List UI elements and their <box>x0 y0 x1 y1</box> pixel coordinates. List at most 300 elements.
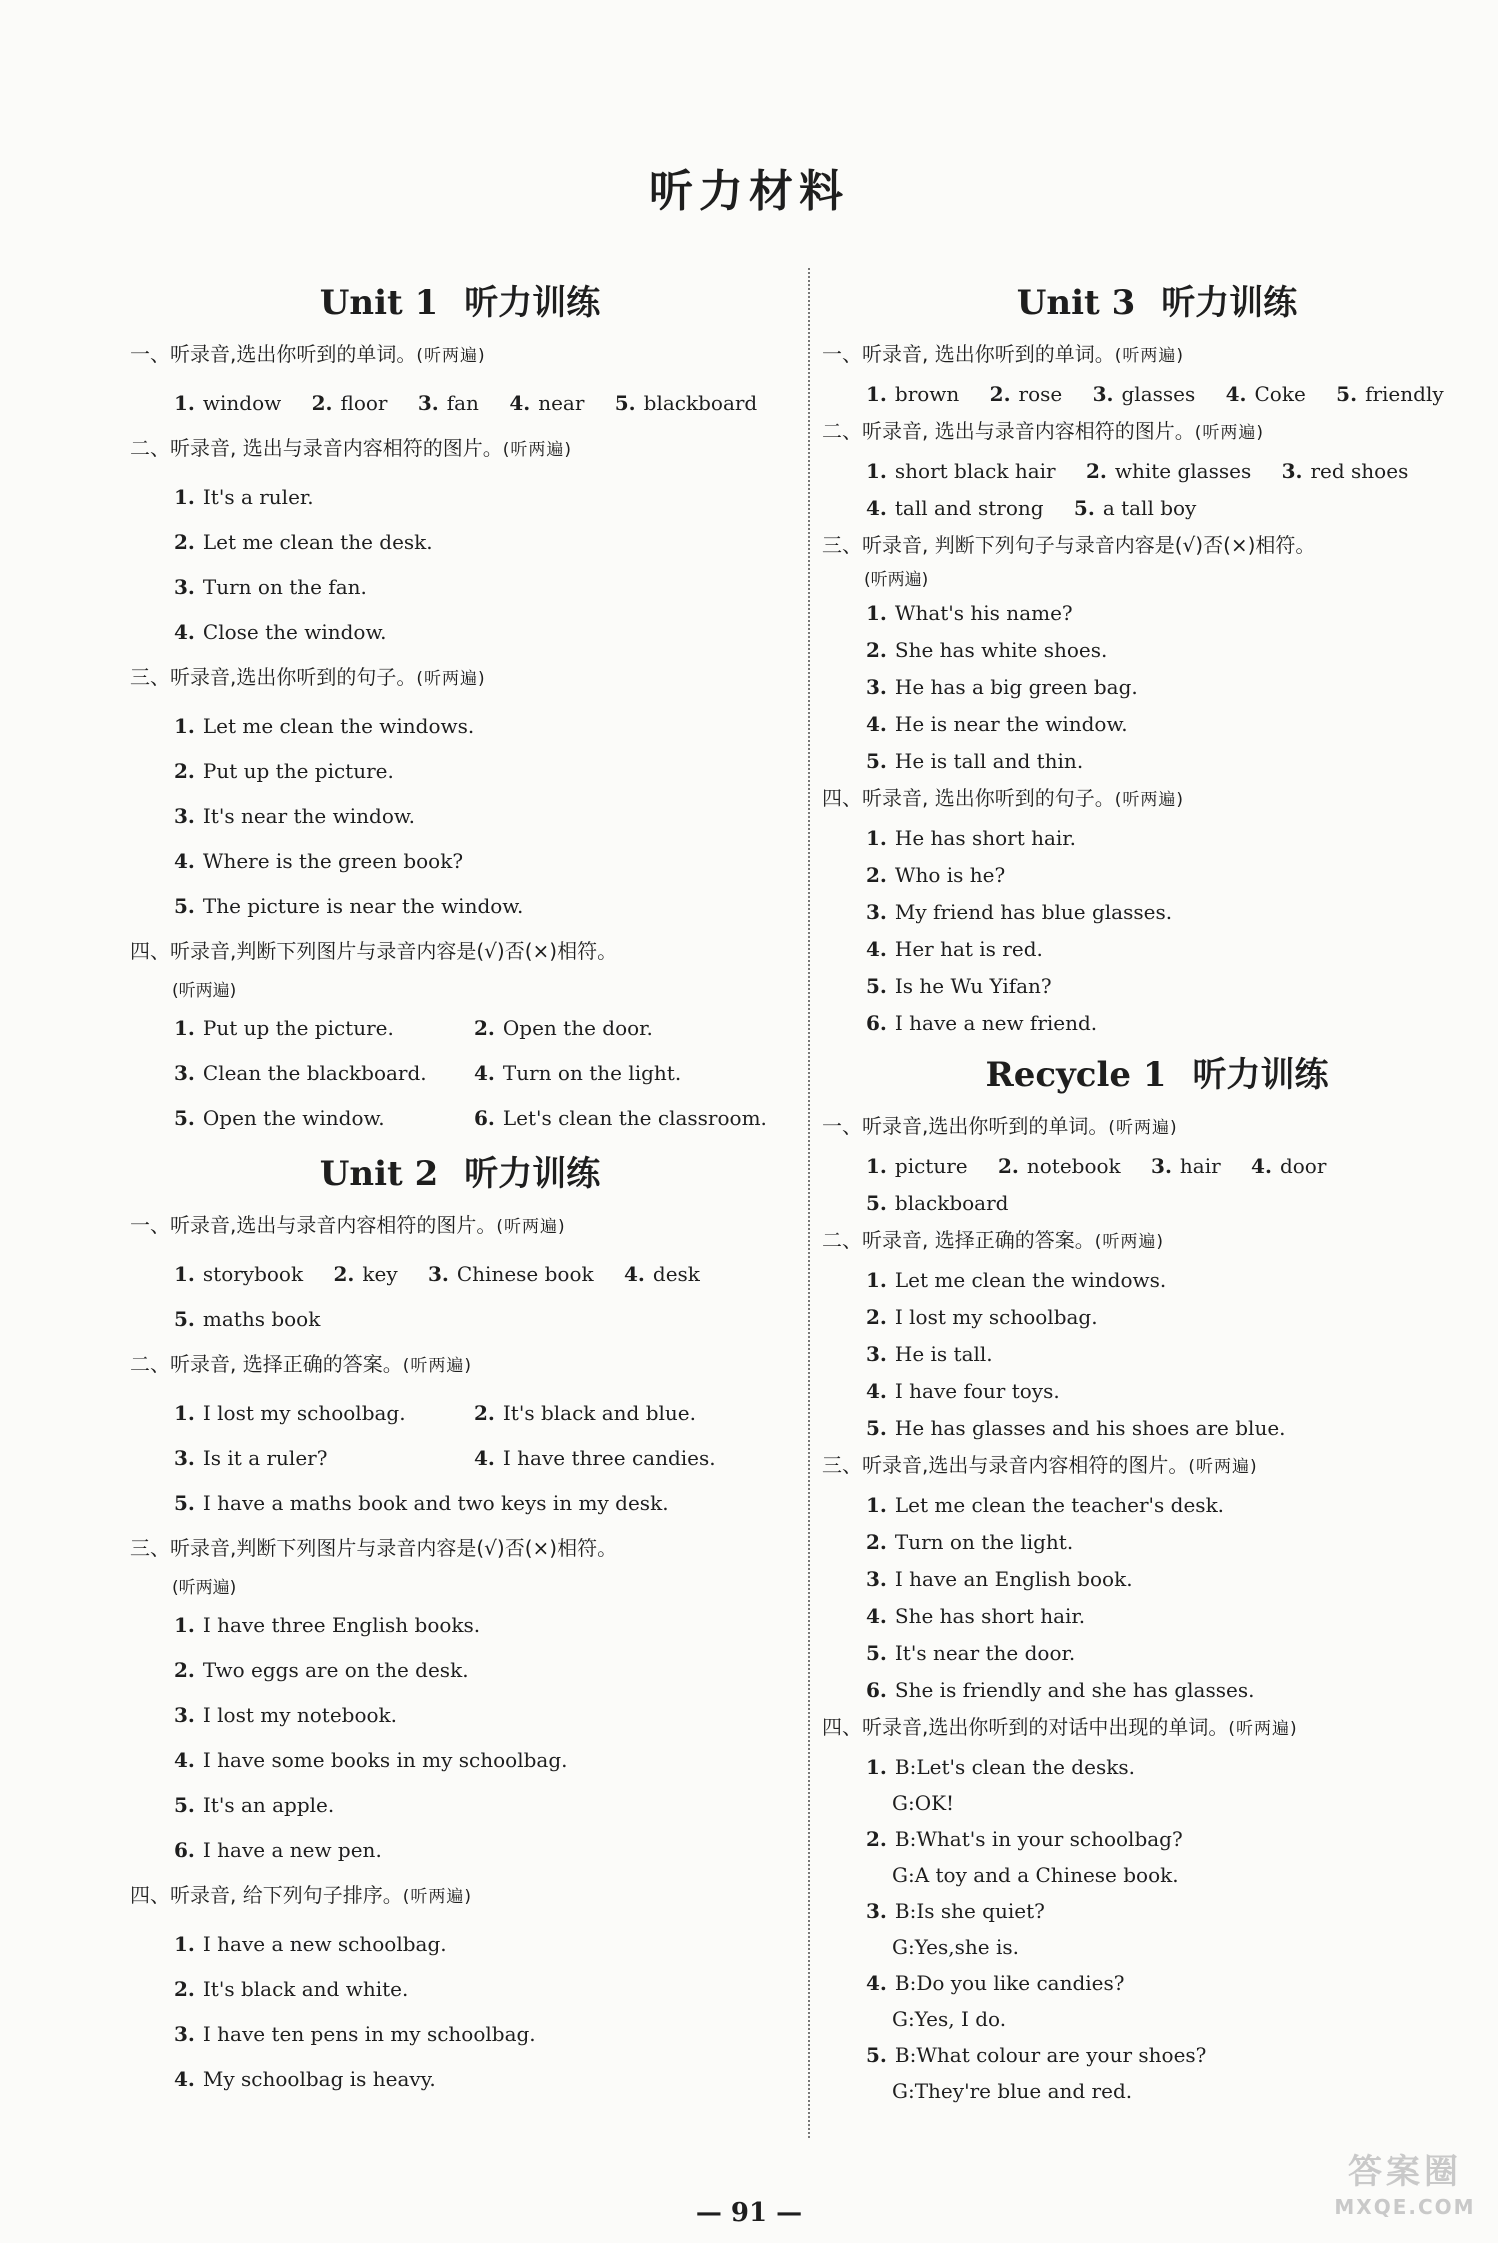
item-number: 4. <box>174 1748 195 1772</box>
item-number: 2. <box>997 1154 1019 1178</box>
dialog-line-g: G:A toy and a Chinese book. <box>892 1863 1179 1887</box>
unit3-q2-note: (听两遍) <box>1194 423 1264 443</box>
item-number: 1. <box>866 1268 887 1292</box>
item-number: 3. <box>866 900 887 924</box>
item-text: Let me clean the teacher's desk. <box>894 1493 1225 1517</box>
item-number: 1. <box>174 714 195 738</box>
item-number: 4. <box>1225 382 1247 406</box>
item-text: It's near the door. <box>894 1641 1076 1665</box>
list-item <box>822 1185 1492 1222</box>
item-text: It's near the window. <box>202 804 415 828</box>
item-number: 5. <box>866 1191 887 1215</box>
recycle1-heading-cn: 听力训练 <box>1192 1055 1329 1095</box>
item-number: 4. <box>174 849 195 873</box>
item-number: 5. <box>174 1307 195 1331</box>
item-word: floor <box>340 391 388 415</box>
item-number: 1. <box>866 1493 887 1517</box>
unit3-q4-text: 四、听录音, 选出你听到的句子。 <box>822 786 1115 810</box>
item-number: 5. <box>1336 382 1358 406</box>
list-item <box>174 1051 474 1096</box>
item-number: 1. <box>174 1262 195 1286</box>
item-text: I lost my schoolbag. <box>894 1305 1098 1329</box>
list-item <box>130 1922 790 1967</box>
item-text: Let's clean the classroom. <box>502 1106 767 1130</box>
list-item <box>822 743 1492 780</box>
item-number: 2. <box>866 1530 887 1554</box>
item-number: 4. <box>866 1604 887 1628</box>
item-number: 6. <box>866 1678 887 1702</box>
unit2-q4-text: 四、听录音, 给下列句子排序。 <box>130 1883 403 1907</box>
item-word: near <box>538 391 585 415</box>
recycle1-q4-text: 四、听录音,选出你听到的对话中出现的单词。 <box>822 1715 1229 1739</box>
unit1-heading-cn: 听力训练 <box>464 283 601 323</box>
dialog-line-g: G:Yes,she is. <box>892 1935 1019 1959</box>
unit1-q1-text: 一、听录音,选出你听到的单词。 <box>130 342 417 366</box>
item-text: I lost my notebook. <box>202 1703 398 1727</box>
dialog-item <box>822 1965 1492 2037</box>
item-word: glasses <box>1121 382 1196 406</box>
unit3-q2-heading <box>822 415 1492 449</box>
item-number: 4. <box>866 712 887 736</box>
item-number: 4. <box>174 2067 195 2091</box>
item-number: 2. <box>311 391 333 415</box>
item-text: It's an apple. <box>202 1793 335 1817</box>
dialog-b-text: B:Do you like candies? <box>894 1971 1125 1995</box>
item-number: 4. <box>1251 1154 1272 1178</box>
item-word: blackboard <box>643 391 758 415</box>
item-number: 3. <box>174 804 195 828</box>
item-text: He is tall. <box>894 1342 993 1366</box>
list-item <box>822 1262 1492 1299</box>
list-item <box>822 857 1492 894</box>
list-item <box>130 1967 790 2012</box>
item-number: 2. <box>866 863 887 887</box>
list-item <box>130 1297 790 1342</box>
item-number: 1. <box>866 1154 887 1178</box>
item-text: I have a maths book and two keys in my desk. <box>202 1491 669 1515</box>
item-number: 2. <box>174 1658 195 1682</box>
list-item <box>822 1336 1492 1373</box>
list-item <box>822 968 1492 1005</box>
unit3-q3-text: 三、听录音, 判断下列句子与录音内容是(√)否(×)相符。 <box>822 533 1316 557</box>
item-number: 6. <box>174 1838 195 1862</box>
item-text: My schoolbag is heavy. <box>202 2067 436 2091</box>
recycle1-q1-items <box>822 1148 1492 1185</box>
item-number: 5. <box>866 1641 887 1665</box>
list-item <box>130 749 790 794</box>
page-title: 听力材料 <box>649 166 849 217</box>
unit2-heading-en: Unit 2 <box>319 1154 439 1194</box>
item-number: 1. <box>174 1932 195 1956</box>
item-text: I have ten pens in my schoolbag. <box>202 2022 536 2046</box>
item-text: I have some books in my schoolbag. <box>202 1748 568 1772</box>
left-column <box>130 270 790 2102</box>
recycle1-q3-heading <box>822 1449 1492 1483</box>
list-item <box>474 1391 774 1436</box>
item-number: 3. <box>1092 382 1114 406</box>
list-item <box>822 595 1492 632</box>
dialog-line-b <box>866 2037 1492 2073</box>
recycle1-q4-note: (听两遍) <box>1228 1719 1298 1739</box>
list-item <box>474 1006 774 1051</box>
item-number: 1. <box>866 1755 887 1779</box>
item-number: 5. <box>174 1793 195 1817</box>
unit1-q2-note: (听两遍) <box>502 440 572 460</box>
item-number: 4. <box>174 620 195 644</box>
unit3-q2-text: 二、听录音, 选出与录音内容相符的图片。 <box>822 419 1195 443</box>
item-number: 2. <box>474 1016 495 1040</box>
item-number: 4. <box>866 496 887 520</box>
item-number: 5. <box>866 2043 887 2067</box>
item-number: 2. <box>866 1827 887 1851</box>
item-number: 2. <box>174 530 195 554</box>
list-item <box>174 1436 474 1481</box>
unit1-q4-grid <box>130 1006 790 1141</box>
unit1-q4-heading <box>130 935 790 968</box>
item-text: Is he Wu Yifan? <box>894 974 1052 998</box>
item-text: I have an English book. <box>894 1567 1133 1591</box>
item-word: picture <box>894 1154 968 1178</box>
item-word: door <box>1279 1154 1327 1178</box>
unit3-q1-text: 一、听录音, 选出你听到的单词。 <box>822 342 1115 366</box>
list-item <box>130 565 790 610</box>
item-number: 1. <box>174 1613 195 1637</box>
item-number: 3. <box>866 1899 887 1923</box>
item-text: short black hair <box>894 459 1056 483</box>
item-word: hair <box>1179 1154 1221 1178</box>
recycle1-q3-text: 三、听录音,选出与录音内容相符的图片。 <box>822 1453 1189 1477</box>
list-item <box>474 1051 774 1096</box>
unit2-heading <box>130 1149 790 1199</box>
item-number: 6. <box>474 1106 495 1130</box>
unit2-q3-text: 三、听录音,判断下列图片与录音内容是(√)否(×)相符。 <box>130 1536 618 1560</box>
list-item <box>822 1005 1492 1042</box>
item-number: 1. <box>174 485 195 509</box>
item-text: She has white shoes. <box>894 638 1108 662</box>
unit1-q1-heading <box>130 338 790 373</box>
item-text: Turn on the light. <box>502 1061 682 1085</box>
list-item <box>822 669 1492 706</box>
item-text: He has a big green bag. <box>894 675 1138 699</box>
recycle1-q3-note: (听两遍) <box>1188 1457 1258 1477</box>
recycle1-heading <box>822 1050 1492 1100</box>
unit2-q2-grid <box>130 1391 790 1481</box>
unit1-heading <box>130 278 790 328</box>
item-text: Put up the picture. <box>202 759 394 783</box>
item-number: 1. <box>866 826 887 850</box>
unit1-q4-note: (听两遍) <box>172 981 237 1001</box>
unit3-q2-row <box>822 453 1492 490</box>
dialog-b-text: B:Is she quiet? <box>894 1899 1045 1923</box>
watermark-bottom: MXQE.COM <box>1334 2195 1476 2219</box>
column-divider <box>808 268 810 2138</box>
item-text: He has glasses and his shoes are blue. <box>894 1416 1286 1440</box>
item-word: key <box>362 1262 398 1286</box>
item-text: She is friendly and she has glasses. <box>894 1678 1255 1702</box>
unit1-q3-heading <box>130 661 790 696</box>
item-text: I have three English books. <box>202 1613 481 1637</box>
item-number: 4. <box>509 391 531 415</box>
unit3-q1-items <box>822 376 1492 413</box>
item-text: I lost my schoolbag. <box>202 1401 406 1425</box>
item-word: window <box>202 391 282 415</box>
unit2-q2-note: (听两遍) <box>402 1356 472 1376</box>
list-item <box>130 1693 790 1738</box>
page-number: — 91 — <box>695 2198 803 2228</box>
item-word: Coke <box>1254 382 1306 406</box>
unit2-q1-items <box>130 1252 790 1297</box>
item-text: red shoes <box>1310 459 1409 483</box>
list-item <box>822 894 1492 931</box>
item-text: Who is he? <box>894 863 1006 887</box>
item-number: 1. <box>174 1016 195 1040</box>
item-number: 3. <box>866 1342 887 1366</box>
item-number: 3. <box>174 1446 195 1470</box>
item-number: 5. <box>1073 496 1095 520</box>
item-text: Turn on the fan. <box>202 575 367 599</box>
unit1-q3-text: 三、听录音,选出你听到的句子。 <box>130 665 417 689</box>
unit3-heading-en: Unit 3 <box>1016 283 1136 323</box>
item-number: 2. <box>174 759 195 783</box>
item-text: tall and strong <box>894 496 1044 520</box>
dialog-line-b <box>866 1821 1492 1857</box>
list-item <box>130 794 790 839</box>
item-text: Her hat is red. <box>894 937 1043 961</box>
item-number: 4. <box>624 1262 645 1286</box>
unit3-heading-cn: 听力训练 <box>1161 283 1298 323</box>
item-number: 1. <box>866 382 887 406</box>
item-text: I have a new pen. <box>202 1838 382 1862</box>
unit1-heading-en: Unit 1 <box>319 283 439 323</box>
unit3-q1-note: (听两遍) <box>1114 346 1184 366</box>
list-item <box>130 1481 790 1526</box>
item-text: Turn on the light. <box>894 1530 1074 1554</box>
item-number: 1. <box>174 391 195 415</box>
dialog-item <box>822 1749 1492 1821</box>
dialog-line-b <box>866 1749 1492 1785</box>
unit1-q1-note: (听两遍) <box>416 346 486 366</box>
item-word: storybook <box>202 1262 304 1286</box>
item-word: brown <box>894 382 960 406</box>
item-number: 2. <box>174 1977 195 2001</box>
list-item <box>822 1635 1492 1672</box>
item-text: a tall boy <box>1102 496 1197 520</box>
list-item <box>130 475 790 520</box>
watermark-top: 答案圈 <box>1348 2152 1462 2192</box>
list-item <box>822 1524 1492 1561</box>
recycle1-q4-heading <box>822 1711 1492 1745</box>
unit1-q4-text: 四、听录音,判断下列图片与录音内容是(√)否(×)相符。 <box>130 939 618 963</box>
item-number: 5. <box>174 1491 195 1515</box>
item-number: 2. <box>1085 459 1107 483</box>
item-word: friendly <box>1365 382 1444 406</box>
recycle1-q2-text: 二、听录音, 选择正确的答案。 <box>822 1228 1095 1252</box>
recycle1-q2-heading <box>822 1224 1492 1258</box>
item-word: Chinese book <box>456 1262 594 1286</box>
unit1-q3-note: (听两遍) <box>416 669 486 689</box>
list-item <box>130 704 790 749</box>
item-text: My friend has blue glasses. <box>894 900 1173 924</box>
item-number: 2. <box>866 1305 887 1329</box>
unit3-q3-heading <box>822 529 1492 561</box>
unit1-q2-text: 二、听录音, 选出与录音内容相符的图片。 <box>130 436 503 460</box>
item-number: 4. <box>866 1379 887 1403</box>
item-text: I have three candies. <box>502 1446 716 1470</box>
item-text: Two eggs are on the desk. <box>202 1658 469 1682</box>
item-number: 3. <box>866 1567 887 1591</box>
item-text: Clean the blackboard. <box>202 1061 427 1085</box>
list-item <box>474 1436 774 1481</box>
list-item <box>130 1603 790 1648</box>
item-word: rose <box>1018 382 1063 406</box>
item-text: Let me clean the desk. <box>202 530 433 554</box>
item-word: maths book <box>202 1307 321 1331</box>
item-word: blackboard <box>894 1191 1009 1215</box>
dialog-line-g: G:OK! <box>892 1791 955 1815</box>
unit3-heading <box>822 278 1492 328</box>
list-item <box>130 884 790 929</box>
list-item <box>822 632 1492 669</box>
list-item <box>822 1487 1492 1524</box>
dialog-item <box>822 2037 1492 2109</box>
unit2-q1-heading <box>130 1209 790 1244</box>
item-number: 3. <box>427 1262 449 1286</box>
list-item <box>822 1410 1492 1447</box>
item-text: What's his name? <box>894 601 1073 625</box>
list-item <box>822 1561 1492 1598</box>
item-number: 4. <box>474 1061 495 1085</box>
list-item <box>130 839 790 884</box>
item-number: 3. <box>174 575 195 599</box>
item-text: Open the door. <box>502 1016 653 1040</box>
list-item <box>822 1598 1492 1635</box>
recycle1-q1-heading <box>822 1110 1492 1144</box>
list-item <box>130 520 790 565</box>
list-item <box>822 820 1492 857</box>
list-item <box>822 931 1492 968</box>
item-text: Close the window. <box>202 620 387 644</box>
dialog-line-b <box>866 1893 1492 1929</box>
unit2-q1-text: 一、听录音,选出与录音内容相符的图片。 <box>130 1213 497 1237</box>
item-number: 4. <box>866 1971 887 1995</box>
list-item <box>130 2012 790 2057</box>
item-text: Where is the green book? <box>202 849 464 873</box>
item-text: He has short hair. <box>894 826 1077 850</box>
item-number: 5. <box>866 749 887 773</box>
item-number: 3. <box>174 1061 195 1085</box>
item-text: I have four toys. <box>894 1379 1060 1403</box>
item-number: 1. <box>866 459 887 483</box>
dialog-item <box>822 1821 1492 1893</box>
item-text: Let me clean the windows. <box>202 714 475 738</box>
recycle1-q2-note: (听两遍) <box>1094 1232 1164 1252</box>
list-item <box>822 1672 1492 1709</box>
dialog-b-text: B:What's in your schoolbag? <box>894 1827 1183 1851</box>
list-item <box>822 1373 1492 1410</box>
item-number: 3. <box>174 1703 195 1727</box>
item-text: The picture is near the window. <box>202 894 524 918</box>
item-number: 3. <box>866 675 887 699</box>
item-number: 2. <box>333 1262 355 1286</box>
list-item <box>822 1299 1492 1336</box>
unit2-q2-heading <box>130 1348 790 1383</box>
item-text: It's black and white. <box>202 1977 409 2001</box>
list-item <box>130 1738 790 1783</box>
unit2-q2-text: 二、听录音, 选择正确的答案。 <box>130 1352 403 1376</box>
item-text: It's a ruler. <box>202 485 314 509</box>
list-item <box>174 1391 474 1436</box>
dialog-line-g: G:They're blue and red. <box>892 2079 1133 2103</box>
item-text: Put up the picture. <box>202 1016 394 1040</box>
recycle1-heading-en: Recycle 1 <box>985 1055 1167 1095</box>
item-number: 5. <box>614 391 636 415</box>
item-number: 2. <box>866 638 887 662</box>
item-text: Open the window. <box>202 1106 385 1130</box>
item-number: 3. <box>174 2022 195 2046</box>
list-item <box>130 610 790 655</box>
unit2-q4-heading <box>130 1879 790 1914</box>
item-number: 5. <box>174 894 195 918</box>
item-number: 3. <box>417 391 439 415</box>
item-number: 3. <box>1151 1154 1172 1178</box>
unit3-q4-heading <box>822 782 1492 816</box>
dialog-b-text: B:What colour are your shoes? <box>894 2043 1207 2067</box>
unit2-q1-note: (听两遍) <box>496 1217 566 1237</box>
item-number: 5. <box>866 974 887 998</box>
item-text: I have a new friend. <box>894 1011 1098 1035</box>
recycle1-q1-text: 一、听录音,选出你听到的单词。 <box>822 1114 1109 1138</box>
item-number: 5. <box>174 1106 195 1130</box>
list-item <box>174 1096 474 1141</box>
unit3-q1-heading <box>822 338 1492 372</box>
item-number: 1. <box>866 601 887 625</box>
item-number: 3. <box>1281 459 1303 483</box>
list-item <box>474 1096 774 1141</box>
list-item <box>130 1783 790 1828</box>
item-text: white glasses <box>1114 459 1252 483</box>
unit3-q3-note: (听两遍) <box>864 570 929 590</box>
watermark-logo <box>1320 2150 1490 2230</box>
item-number: 2. <box>989 382 1011 406</box>
item-number: 2. <box>474 1401 495 1425</box>
item-word: desk <box>652 1262 700 1286</box>
unit2-q3-heading <box>130 1532 790 1565</box>
unit2-q3-note: (听两遍) <box>172 1578 237 1598</box>
item-text: She has short hair. <box>894 1604 1086 1628</box>
item-text: Let me clean the windows. <box>894 1268 1167 1292</box>
item-number: 1. <box>174 1401 195 1425</box>
dialog-line-b <box>866 1965 1492 2001</box>
recycle1-q1-note: (听两遍) <box>1108 1118 1178 1138</box>
item-text: I have a new schoolbag. <box>202 1932 447 1956</box>
unit2-heading-cn: 听力训练 <box>464 1154 601 1194</box>
list-item <box>822 706 1492 743</box>
list-item <box>130 2057 790 2102</box>
list-item <box>130 1648 790 1693</box>
dialog-item <box>822 1893 1492 1965</box>
item-text: He is near the window. <box>894 712 1128 736</box>
unit3-q4-note: (听两遍) <box>1114 790 1184 810</box>
unit1-q2-heading <box>130 432 790 467</box>
item-number: 4. <box>474 1446 495 1470</box>
item-number: 4. <box>866 937 887 961</box>
item-word: fan <box>446 391 479 415</box>
item-number: 5. <box>866 1416 887 1440</box>
unit3-q2-row <box>822 490 1492 527</box>
unit2-q4-note: (听两遍) <box>402 1887 472 1907</box>
item-text: It's black and blue. <box>502 1401 696 1425</box>
item-word: notebook <box>1026 1154 1121 1178</box>
